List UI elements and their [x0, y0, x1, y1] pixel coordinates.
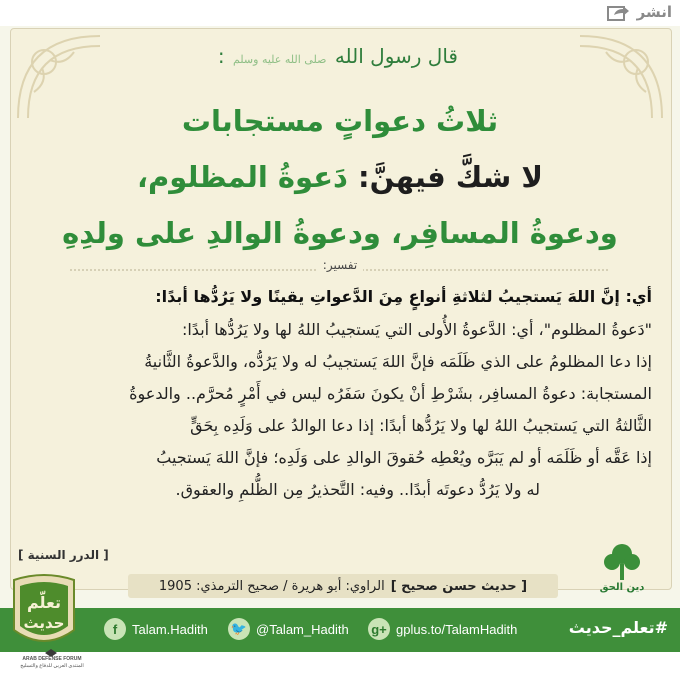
- facebook-icon: f: [104, 618, 126, 640]
- hadith-line-3: [20, 216, 660, 250]
- badge-line-2: حديث: [23, 614, 65, 632]
- talam-hadith-badge-icon: [8, 572, 80, 658]
- facebook-link[interactable]: [104, 618, 208, 640]
- hadith-intro: [218, 44, 458, 68]
- tafsir-line-1: أي: إنَّ اللهَ يَستجيبُ لثلاثةِ أنواعٍ مِنَ الدَّعواتِ يقينًا ولا يَرُدُّها أبدًا:: [155, 287, 652, 306]
- facebook-label: Talam.Hadith: [132, 621, 208, 637]
- tree-icon: [596, 540, 648, 604]
- hashtag-label[interactable]: #تعلم_حديث: [568, 618, 668, 637]
- tafsir-line-6: إذا عَقَّه أو ظَلَمَه أو لم يَبَرَّه ويُعْطِه حُقوقَ الوالدِ على وَلَدِه؛ فإنَّ اللهَ يَستجيبُ: [156, 448, 652, 467]
- twitter-icon: 🐦: [228, 618, 250, 640]
- watermark-text: [4, 656, 100, 670]
- tafsir-label: [0, 258, 680, 272]
- tafsir-line-7: له ولا يَرُدُّ دعوتَه أبدًا.. وفيه: التَّحذيرُ مِن الظُّلمِ والعقوق.: [175, 480, 540, 499]
- badge-line-1: تعلّم: [26, 593, 62, 612]
- twitter-link[interactable]: [228, 618, 349, 640]
- reference-source: [ الدرر السنية ]: [18, 548, 109, 562]
- dinhaq-label: دين الحق: [599, 582, 645, 593]
- hadith-narrator: الراوي: أبو هريرة / صحيح الترمذي: 1905: [158, 578, 385, 594]
- gplus-label: gplus.to/TalamHadith: [396, 621, 518, 637]
- intro-text: قال رسول الله: [334, 44, 458, 68]
- tafsir-line-3: إذا دعا المظلومُ على الذي ظَلَمَه فإنَّ اللهَ يَستجيبُ له ولا يَرُدُّه، والدَّعوةُ الثَّانيةُ: [144, 352, 652, 371]
- tafsir-label-text: تفسير:: [317, 258, 363, 272]
- footer-bar: [0, 608, 680, 652]
- gplus-link[interactable]: [368, 618, 517, 640]
- twitter-label: @Talam_Hadith: [256, 621, 349, 637]
- share-arrow-icon: [607, 3, 631, 21]
- watermark-sub: المنتدى العربي للدفاع والتسليح: [20, 663, 84, 669]
- hadith-line-2-suffix: دَعوةُ المظلوم،: [137, 160, 348, 194]
- hadith-grade: [ حديث حسن صحيح ]: [390, 578, 528, 594]
- tafsir-line-4: المستجابة: دعوةُ المسافِر، بشَرْطِ أنْ يكونَ سَفَرُه ليس في أَمْرٍ مُحرَّم.. والدعوةُ: [129, 384, 652, 403]
- hadith-line-3-b: ودعوةُ الوالدِ على ولدِهِ: [62, 216, 381, 250]
- bottom-strip: [0, 652, 680, 680]
- tafsir-line-5: الثَّالثةُ التي يَستجيبُ اللهُ لها ولا يَرُدُّها أبدًا: إذا دعا الوالدُ على وَلَدِه بِحَقٍّ: [190, 416, 652, 435]
- hadith-line-3-a: ودعوةُ المسافِر،: [390, 216, 618, 250]
- share-label: انشر: [636, 3, 672, 21]
- top-strip: [0, 0, 680, 26]
- share-button[interactable]: [607, 3, 672, 21]
- salutation-text: صلى الله عليه وسلم: [232, 53, 327, 66]
- narration-bar: [128, 574, 558, 598]
- google-plus-icon: g+: [368, 618, 390, 640]
- hadith-line-1: ثلاثُ دعواتٍ مستجابات: [181, 104, 499, 138]
- hadith-line-2-prefix: لا شكَّ فيهنَّ:: [358, 160, 543, 194]
- intro-colon: :: [217, 44, 225, 68]
- watermark-name: ARAB DEFENSE FORUM: [22, 656, 82, 662]
- tafsir-line-2: "دَعوةُ المظلوم"، أي: الدَّعوةُ الأُولى التي يَستجيبُ اللهُ لها ولا يَرُدُّها أبدًا:: [181, 320, 652, 339]
- hadith-line-2: [20, 160, 660, 194]
